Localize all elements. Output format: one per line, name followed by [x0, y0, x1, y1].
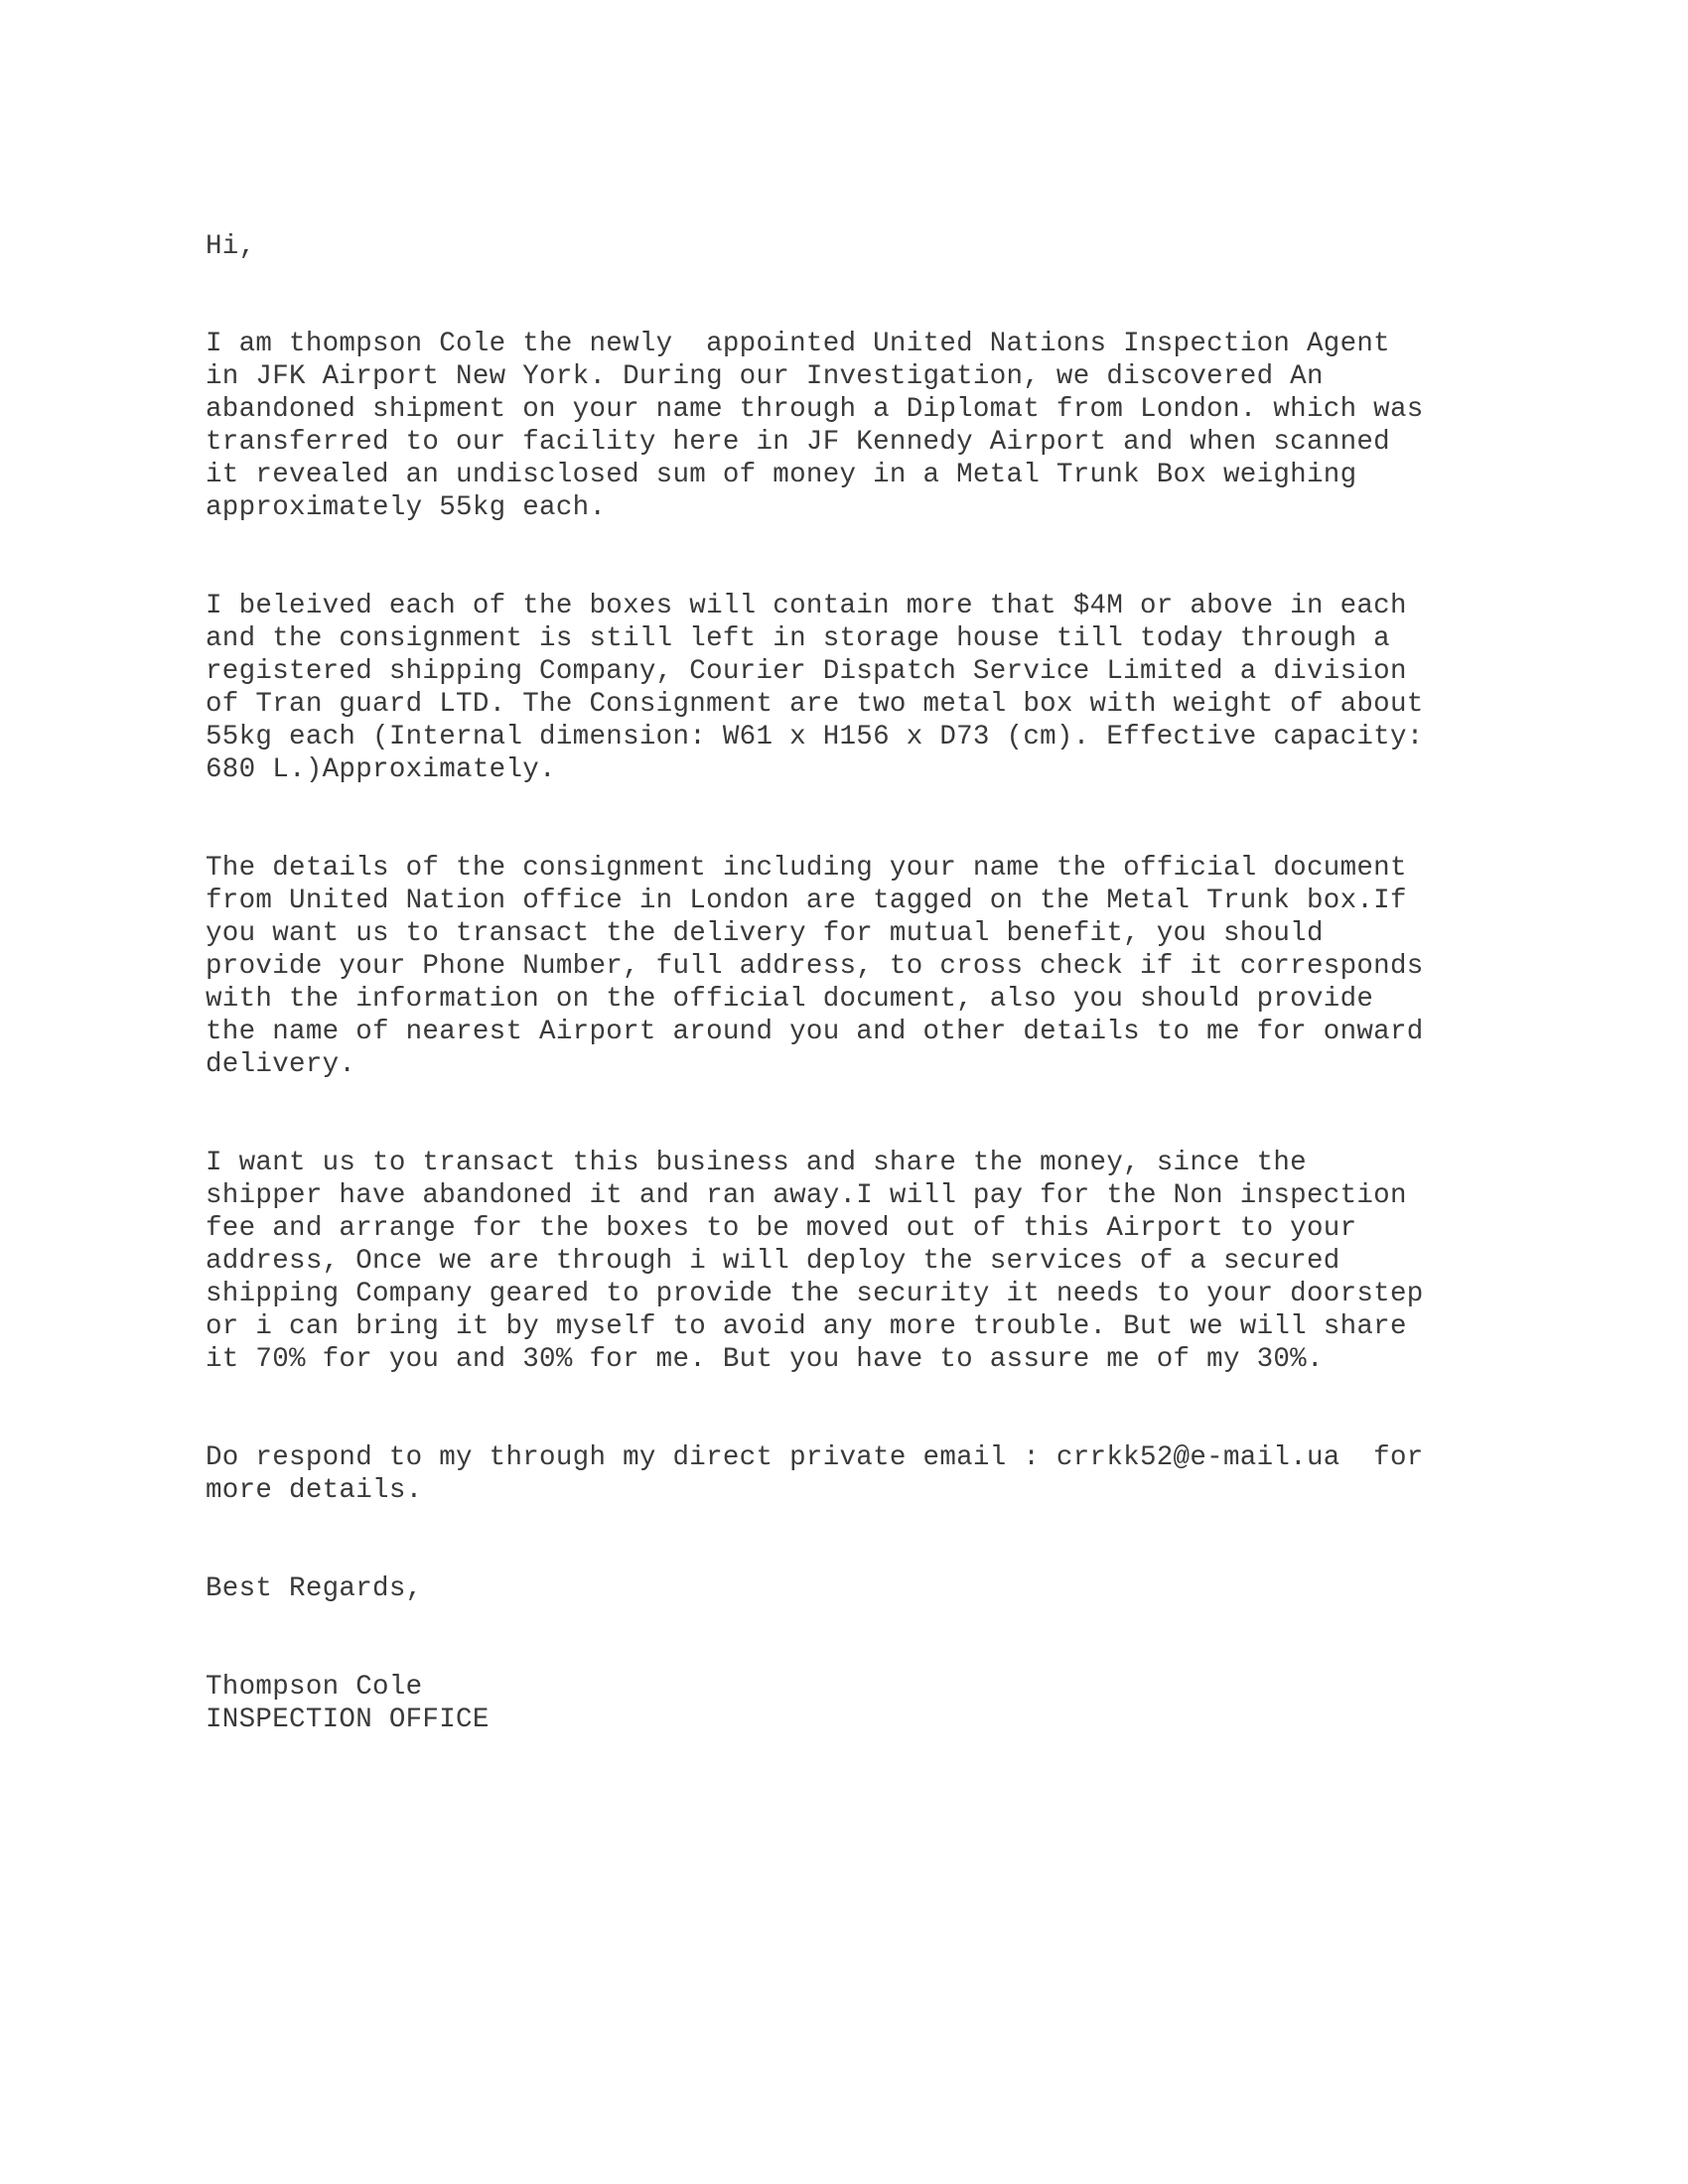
paragraph-line: the name of nearest Airport around you and other details to me for onward: [206, 1017, 1424, 1047]
greeting: Hi,: [206, 231, 256, 262]
paragraph-line: it revealed an undisclosed sum of money in a Metal Trunk Box weighing: [206, 460, 1357, 490]
paragraph-line: approximately 55kg each.: [206, 492, 607, 523]
paragraph-line: of Tran guard LTD. The Consignment are two metal box with weight of about: [206, 689, 1424, 720]
paragraph-line: fee and arrange for the boxes to be moved out of this Airport to your: [206, 1213, 1357, 1244]
paragraph-line: delivery.: [206, 1049, 356, 1080]
paragraph-line: shipper have abandoned it and ran away.I will pay for the Non inspection: [206, 1180, 1407, 1211]
paragraph-line: shipping Company geared to provide the security it needs to your doorstep: [206, 1279, 1424, 1309]
paragraph-line: I want us to transact this business and share the money, since the: [206, 1148, 1307, 1178]
paragraph-line: it 70% for you and 30% for me. But you have to assure me of my 30%.: [206, 1344, 1324, 1375]
paragraph-line: The details of the consignment including your name the official document: [206, 853, 1407, 884]
paragraph-line: more details.: [206, 1475, 423, 1506]
paragraph-line: abandoned shipment on your name through a Diplomat from London. which was: [206, 394, 1424, 425]
paragraph-line: registered shipping Company, Courier Dispatch Service Limited a division: [206, 656, 1407, 687]
paragraph-line: or i can bring it by myself to avoid any more trouble. But we will share: [206, 1311, 1407, 1342]
paragraph-line: 680 L.)Approximately.: [206, 754, 556, 785]
paragraph-line: you want us to transact the delivery for mutual benefit, you should: [206, 918, 1324, 949]
paragraph-line: from United Nation office in London are tagged on the Metal Trunk box.If: [206, 886, 1407, 916]
paragraph-line: Do respond to my through my direct private email : crrkk52@e-mail.ua for: [206, 1442, 1424, 1473]
paragraph-line: I beleived each of the boxes will contain more that $4M or above in each: [206, 591, 1407, 621]
paragraph-line: address, Once we are through i will deploy the services of a secured: [206, 1246, 1340, 1277]
paragraph-line: I am thompson Cole the newly appointed United Nations Inspection Agent: [206, 329, 1390, 359]
paragraph-line: transferred to our facility here in JF Kennedy Airport and when scanned: [206, 427, 1390, 458]
paragraph-line: and the consignment is still left in storage house till today through a: [206, 623, 1390, 654]
paragraph-line: in JFK Airport New York. During our Investigation, we discovered An: [206, 361, 1324, 392]
signature-name: Thompson Cole: [206, 1672, 423, 1703]
paragraph-line: 55kg each (Internal dimension: W61 x H156 x D73 (cm). Effective capacity:: [206, 722, 1424, 752]
paragraph-line: provide your Phone Number, full address, to cross check if it corresponds: [206, 951, 1424, 982]
closing: Best Regards,: [206, 1573, 423, 1604]
signature-title: INSPECTION OFFICE: [206, 1705, 490, 1735]
paragraph-line: with the information on the official document, also you should provide: [206, 984, 1374, 1015]
